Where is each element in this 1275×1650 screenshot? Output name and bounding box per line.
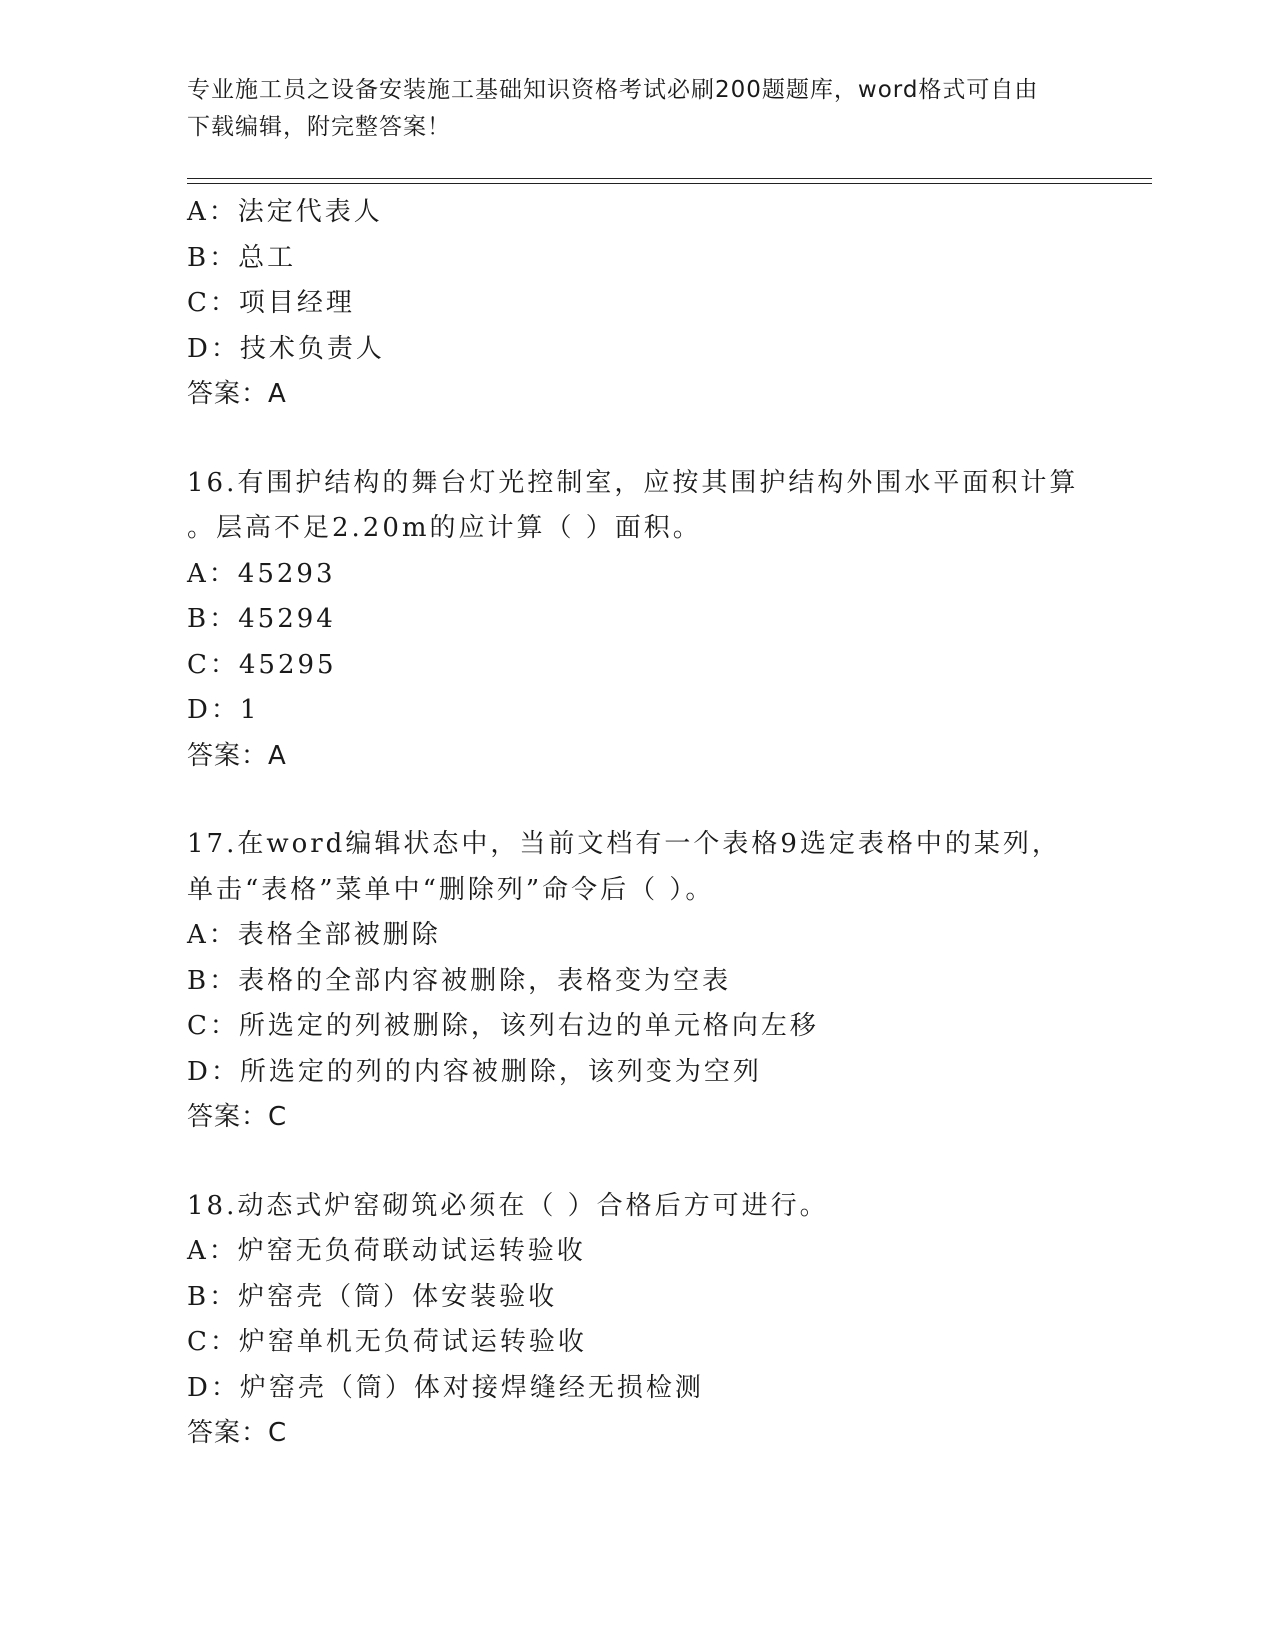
option-b: B：45294 <box>187 604 336 634</box>
option-c: C：项目经理 <box>187 288 355 318</box>
header-line-1: 专业施工员之设备安装施工基础知识资格考试必刷200题题库，word格式可自由 <box>187 77 1039 103</box>
document-header <box>187 72 1067 146</box>
option-c: C：炉窑单机无负荷试运转验收 <box>187 1327 587 1357</box>
question-text-line-2: 单击“表格”菜单中“删除列”命令后（ ）。 <box>187 874 715 905</box>
option-b: B：表格的全部内容被删除，表格变为空表 <box>187 965 732 996</box>
header-divider-bottom <box>187 183 1152 184</box>
option-d: D：炉窑壳（筒）体对接焊缝经无损检测 <box>187 1372 704 1403</box>
question-text-line-2: 。层高不足2.20m的应计算（ ）面积。 <box>187 513 702 543</box>
option-b: B：总工 <box>187 242 297 273</box>
option-c: C：45295 <box>187 649 337 680</box>
header-line-2: 下载编辑，附完整答案！ <box>187 114 451 140</box>
question-spacer <box>187 1141 1137 1184</box>
question-18 <box>187 1184 1137 1457</box>
option-a: A：45293 <box>187 558 336 589</box>
header-divider-top <box>187 178 1152 179</box>
answer: 答案：C <box>187 1418 288 1448</box>
option-c: C：所选定的列被删除，该列右边的单元格向左移 <box>187 1011 819 1041</box>
question-text-line-1: 18.动态式炉窑砌筑必须在（ ）合格后方可进行。 <box>187 1190 829 1221</box>
question-text-line-1: 16.有围护结构的舞台灯光控制室，应按其围护结构外围水平面积计算 <box>187 467 1079 498</box>
question-15 <box>187 190 1137 418</box>
answer: 答案：C <box>187 1102 288 1132</box>
question-spacer <box>187 418 1137 461</box>
question-17 <box>187 822 1137 1141</box>
option-d: D：所选定的列的内容被删除，该列变为空列 <box>187 1056 762 1087</box>
option-a: A：法定代表人 <box>187 197 383 227</box>
option-d: D：技术负责人 <box>187 333 385 364</box>
option-a: A：炉窑无负荷联动试运转验收 <box>187 1236 586 1266</box>
answer: 答案：A <box>187 379 287 409</box>
answer: 答案：A <box>187 740 287 771</box>
question-spacer <box>187 779 1137 822</box>
question-16 <box>187 461 1137 780</box>
option-d: D：1 <box>187 695 260 725</box>
question-text-line-1: 17.在word编辑状态中，当前文档有一个表格9选定表格中的某列， <box>187 829 1061 859</box>
question-list <box>187 190 1137 1457</box>
option-b: B：炉窑壳（筒）体安装验收 <box>187 1281 558 1312</box>
option-a: A：表格全部被删除 <box>187 920 441 950</box>
